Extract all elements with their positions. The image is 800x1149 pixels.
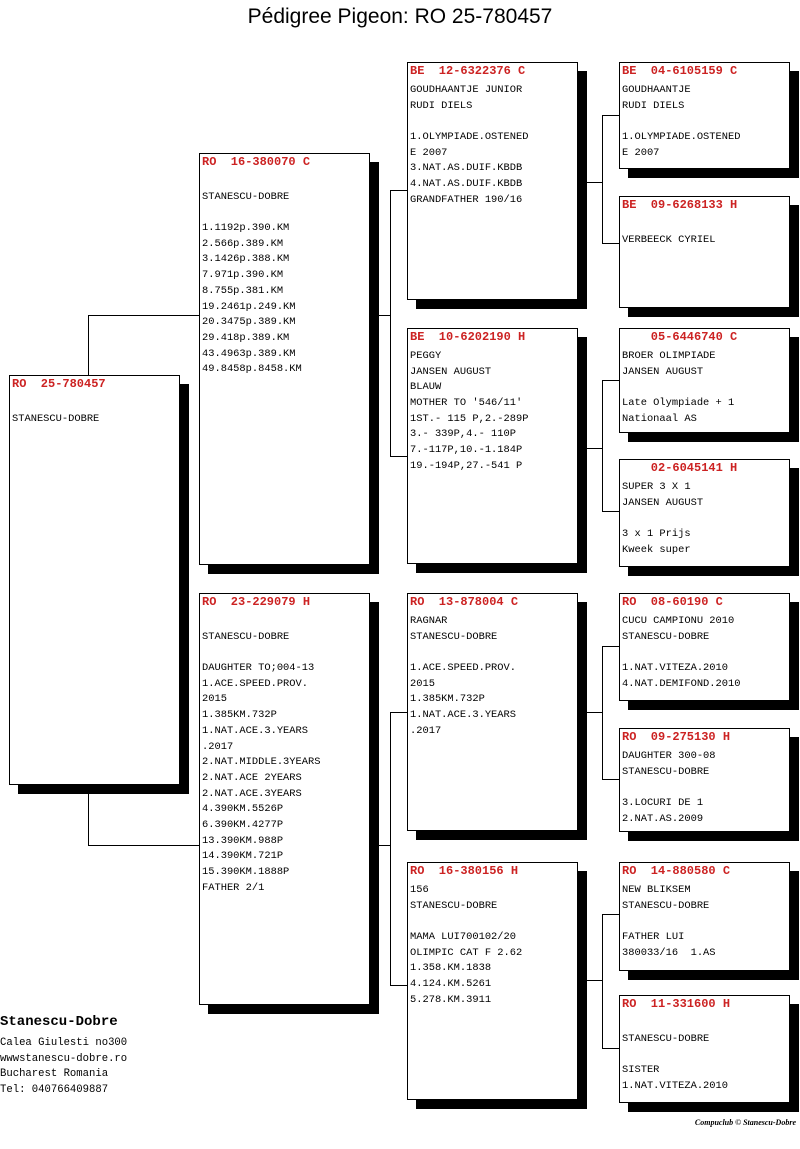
detail-line: JANSEN AUGUST bbox=[622, 365, 704, 378]
detail-line: MOTHER TO '546/11' bbox=[410, 397, 523, 410]
pigeon-card-subject bbox=[9, 375, 180, 785]
connector-line bbox=[390, 456, 408, 457]
detail-line: SUPER 3 X 1 bbox=[622, 481, 691, 493]
detail-line: E 2007 bbox=[410, 146, 448, 159]
detail-line: GOUDHAANTJE JUNIOR bbox=[410, 84, 523, 96]
detail-line bbox=[622, 114, 787, 130]
address-line: Calea Giulesti no300 bbox=[0, 1037, 128, 1049]
pigeon-card-dam-dam-sire bbox=[619, 862, 790, 971]
detail-line: GOUDHAANTJE bbox=[622, 84, 691, 96]
page-title: Pédigree Pigeon: RO 25-780457 bbox=[247, 5, 553, 28]
detail-line: 3.1426p.388.KM bbox=[202, 253, 290, 266]
connector-line bbox=[390, 985, 408, 986]
detail-line: STANESCU-DOBRE bbox=[622, 765, 710, 778]
detail-line bbox=[622, 1047, 787, 1063]
connector-line bbox=[390, 712, 408, 713]
connector-line bbox=[377, 845, 390, 846]
ring-number: RO 16-380156 H bbox=[410, 864, 519, 878]
connector-line bbox=[602, 243, 620, 244]
detail-line: 4.390KM.5526P bbox=[202, 803, 284, 816]
connector-line bbox=[88, 315, 200, 316]
connector-line bbox=[602, 1048, 620, 1049]
detail-line: 4.124.KM.5261 bbox=[410, 978, 492, 991]
detail-line: 3.- 339P,4.- 110P bbox=[410, 428, 517, 441]
detail-line: DAUGHTER 300-08 bbox=[622, 750, 716, 762]
connector-line bbox=[602, 914, 620, 915]
detail-line bbox=[622, 1016, 787, 1032]
detail-line: 2015 bbox=[410, 677, 435, 690]
detail-line: RUDI DIELS bbox=[410, 99, 473, 112]
detail-line: E 2007 bbox=[622, 146, 660, 159]
detail-line: 19.2461p.249.KM bbox=[202, 300, 296, 313]
detail-line: 1.NAT.ACE.3.YEARS bbox=[202, 724, 309, 737]
connector-line bbox=[390, 190, 408, 191]
detail-line bbox=[622, 511, 787, 527]
connector-line bbox=[602, 115, 620, 116]
detail-line bbox=[202, 614, 367, 630]
pigeon-details bbox=[622, 480, 787, 558]
detail-line: 8.755p.381.KM bbox=[202, 284, 284, 297]
breeder-name: Stanescu-Dobre bbox=[0, 1014, 118, 1030]
detail-line bbox=[202, 645, 367, 661]
detail-line: 6.390KM.4277P bbox=[202, 818, 284, 831]
pigeon-card-sire-sire-dam bbox=[619, 196, 790, 308]
pigeon-card-sire-dam bbox=[407, 328, 578, 564]
ring-number: RO 13-878004 C bbox=[410, 595, 519, 609]
ring-number: RO 08-60190 C bbox=[622, 595, 723, 609]
pigeon-details bbox=[12, 396, 177, 427]
detail-line: 19.-194P,27.-541 P bbox=[410, 459, 523, 472]
detail-line: Late Olympiade + 1 bbox=[622, 397, 735, 410]
ring-number: RO 09-275130 H bbox=[622, 730, 731, 744]
detail-line: 1.NAT.ACE.3.YEARS bbox=[410, 709, 517, 722]
detail-line: STANESCU-DOBRE bbox=[12, 412, 100, 425]
ring-number: BE 12-6322376 C bbox=[410, 64, 526, 78]
pigeon-details bbox=[622, 349, 787, 427]
ring-number: RO 16-380070 C bbox=[202, 155, 311, 169]
pigeon-details bbox=[622, 1016, 787, 1094]
pigeon-card-dam bbox=[199, 593, 370, 1005]
detail-line: PEGGY bbox=[410, 350, 442, 362]
detail-line: 14.390KM.721P bbox=[202, 850, 284, 863]
detail-line: 2.566p.389.KM bbox=[202, 237, 284, 250]
detail-line: 1.385KM.732P bbox=[202, 709, 277, 722]
detail-line: STANESCU-DOBRE bbox=[202, 190, 290, 203]
detail-line bbox=[622, 380, 787, 396]
detail-line: 1ST.- 115 P,2.-289P bbox=[410, 412, 529, 425]
connector-line bbox=[602, 511, 620, 512]
detail-line: RUDI DIELS bbox=[622, 99, 685, 112]
ring-number: BE 09-6268133 H bbox=[622, 198, 738, 212]
detail-line bbox=[410, 914, 575, 930]
detail-line: 156 bbox=[410, 884, 429, 896]
breeder-info bbox=[0, 1014, 127, 1098]
detail-line: GRANDFATHER 190/16 bbox=[410, 193, 523, 206]
ring-number: RO 11-331600 H bbox=[622, 997, 731, 1011]
detail-line: STANESCU-DOBRE bbox=[622, 899, 710, 912]
detail-line: 1.NAT.VITEZA.2010 bbox=[622, 1079, 729, 1092]
phone-line: Tel: 040766409887 bbox=[0, 1083, 109, 1096]
ring-number: BE 04-6105159 C bbox=[622, 64, 738, 78]
pigeon-details bbox=[622, 749, 787, 827]
connector-line bbox=[602, 779, 620, 780]
detail-line: 3.NAT.AS.DUIF.KBDB bbox=[410, 162, 523, 175]
connector-line bbox=[587, 980, 602, 981]
detail-line: CUCU CAMPIONU 2010 bbox=[622, 615, 735, 627]
ring-number: 02-6045141 H bbox=[622, 461, 738, 475]
detail-line: 1.ACE.SPEED.PROV. bbox=[202, 677, 309, 690]
detail-line: FATHER LUI bbox=[622, 931, 685, 944]
detail-line bbox=[622, 645, 787, 661]
detail-line: 1.OLYMPIADE.OSTENED bbox=[410, 131, 529, 144]
detail-line: SISTER bbox=[622, 1064, 660, 1077]
pigeon-details bbox=[410, 83, 575, 209]
detail-line bbox=[622, 217, 787, 233]
detail-line: STANESCU-DOBRE bbox=[410, 630, 498, 643]
detail-line bbox=[410, 114, 575, 130]
connector-line bbox=[587, 448, 602, 449]
pigeon-card-dam-dam-dam bbox=[619, 995, 790, 1103]
detail-line: Kweek super bbox=[622, 543, 691, 556]
connector-line bbox=[602, 115, 603, 243]
detail-line: BROER OLIMPIADE bbox=[622, 350, 716, 362]
detail-line: NEW BLIKSEM bbox=[622, 884, 691, 896]
detail-line: STANESCU-DOBRE bbox=[622, 630, 710, 643]
connector-line bbox=[377, 315, 390, 316]
detail-line: 1.358.KM.1838 bbox=[410, 962, 492, 975]
detail-line: 3.LOCURI DE 1 bbox=[622, 797, 704, 810]
connector-line bbox=[602, 646, 603, 779]
connector-line bbox=[587, 182, 602, 183]
breeder-address bbox=[0, 1036, 127, 1098]
connector-line bbox=[602, 914, 603, 1048]
pigeon-details bbox=[622, 83, 787, 161]
address-line: Bucharest Romania bbox=[0, 1068, 109, 1080]
detail-line: 7.971p.390.KM bbox=[202, 269, 284, 282]
detail-line: 20.3475p.389.KM bbox=[202, 316, 296, 329]
connector-line bbox=[602, 380, 603, 511]
detail-line: STANESCU-DOBRE bbox=[202, 630, 290, 643]
pigeon-card-dam-sire-sire bbox=[619, 593, 790, 701]
pigeon-details bbox=[622, 614, 787, 692]
connector-line bbox=[88, 845, 200, 846]
connector-line bbox=[88, 315, 89, 375]
pigeon-card-sire-dam-sire bbox=[619, 328, 790, 433]
detail-line: 3 x 1 Prijs bbox=[622, 528, 691, 541]
detail-line: 43.4963p.389.KM bbox=[202, 347, 296, 360]
detail-line: 2.NAT.MIDDLE.3YEARS bbox=[202, 756, 321, 769]
ring-number: RO 23-229079 H bbox=[202, 595, 311, 609]
detail-line: 49.8458p.8458.KM bbox=[202, 363, 302, 376]
detail-line bbox=[410, 645, 575, 661]
detail-line: 29.418p.389.KM bbox=[202, 331, 290, 344]
pigeon-details bbox=[202, 614, 367, 896]
detail-line: Nationaal AS bbox=[622, 412, 697, 425]
detail-line: 2.NAT.ACE 2YEARS bbox=[202, 771, 302, 784]
detail-line: OLIMPIC CAT F 2.62 bbox=[410, 946, 523, 959]
ring-number: RO 14-880580 C bbox=[622, 864, 731, 878]
pigeon-details bbox=[410, 883, 575, 1009]
detail-line: 1.NAT.VITEZA.2010 bbox=[622, 662, 729, 675]
pigeon-card-sire bbox=[199, 153, 370, 565]
detail-line bbox=[202, 205, 367, 221]
detail-line: 1.ACE.SPEED.PROV. bbox=[410, 662, 517, 675]
detail-line: 15.390KM.1888P bbox=[202, 866, 290, 878]
detail-line: STANESCU-DOBRE bbox=[622, 1032, 710, 1045]
detail-line: MAMA LUI700102/20 bbox=[410, 931, 517, 944]
detail-line: 1.OLYMPIADE.OSTENED bbox=[622, 131, 741, 144]
detail-line bbox=[622, 780, 787, 796]
detail-line: FATHER 2/1 bbox=[202, 881, 265, 894]
detail-line bbox=[622, 914, 787, 930]
ring-number: 05-6446740 C bbox=[622, 330, 738, 344]
detail-line: 13.390KM.988P bbox=[202, 834, 284, 847]
pigeon-card-dam-dam bbox=[407, 862, 578, 1100]
pigeon-card-sire-sire bbox=[407, 62, 578, 300]
detail-line: 7.-117P,10.-1.184P bbox=[410, 444, 523, 457]
detail-line: 2015 bbox=[202, 693, 227, 706]
software-credit: Compuclub © Stanescu-Dobre bbox=[694, 1118, 796, 1127]
detail-line: .2017 bbox=[202, 740, 234, 753]
detail-line: 1.385KM.732P bbox=[410, 693, 485, 706]
pigeon-details bbox=[622, 217, 787, 248]
pigeon-card-sire-sire-sire bbox=[619, 62, 790, 169]
detail-line: VERBEECK CYRIEL bbox=[622, 233, 716, 246]
pigeon-card-sire-dam-dam bbox=[619, 459, 790, 567]
detail-line: DAUGHTER TO;004-13 bbox=[202, 662, 315, 675]
detail-line: JANSEN AUGUST bbox=[622, 496, 704, 509]
detail-line: 4.NAT.AS.DUIF.KBDB bbox=[410, 178, 523, 191]
detail-line: 2.NAT.ACE.3YEARS bbox=[202, 787, 302, 800]
connector-line bbox=[390, 190, 391, 456]
connector-line bbox=[602, 646, 620, 647]
detail-line: .2017 bbox=[410, 724, 442, 737]
pigeon-details bbox=[202, 174, 367, 378]
pigeon-details bbox=[410, 349, 575, 475]
pigeon-details bbox=[410, 614, 575, 740]
connector-line bbox=[587, 712, 602, 713]
detail-line: 5.278.KM.3911 bbox=[410, 993, 492, 1006]
pigeon-card-dam-sire-dam bbox=[619, 728, 790, 832]
detail-line: JANSEN AUGUST bbox=[410, 365, 492, 378]
website-line: wwwstanescu-dobre.ro bbox=[0, 1052, 128, 1065]
pigeon-card-dam-sire bbox=[407, 593, 578, 831]
ring-number: BE 10-6202190 H bbox=[410, 330, 526, 344]
detail-line: 1.1192p.390.KM bbox=[202, 222, 290, 235]
detail-line bbox=[12, 396, 177, 412]
connector-line bbox=[602, 380, 620, 381]
detail-line: 4.NAT.DEMIFOND.2010 bbox=[622, 677, 741, 690]
pigeon-details bbox=[622, 883, 787, 961]
detail-line: BLAUW bbox=[410, 381, 442, 394]
detail-line: RAGNAR bbox=[410, 615, 448, 627]
detail-line bbox=[202, 174, 367, 190]
connector-line bbox=[88, 785, 89, 845]
connector-line bbox=[390, 712, 391, 985]
detail-line: STANESCU-DOBRE bbox=[410, 899, 498, 912]
detail-line: 2.NAT.AS.2009 bbox=[622, 812, 704, 825]
ring-number: RO 25-780457 bbox=[12, 377, 106, 391]
detail-line: 380033/16 1.AS bbox=[622, 946, 716, 959]
